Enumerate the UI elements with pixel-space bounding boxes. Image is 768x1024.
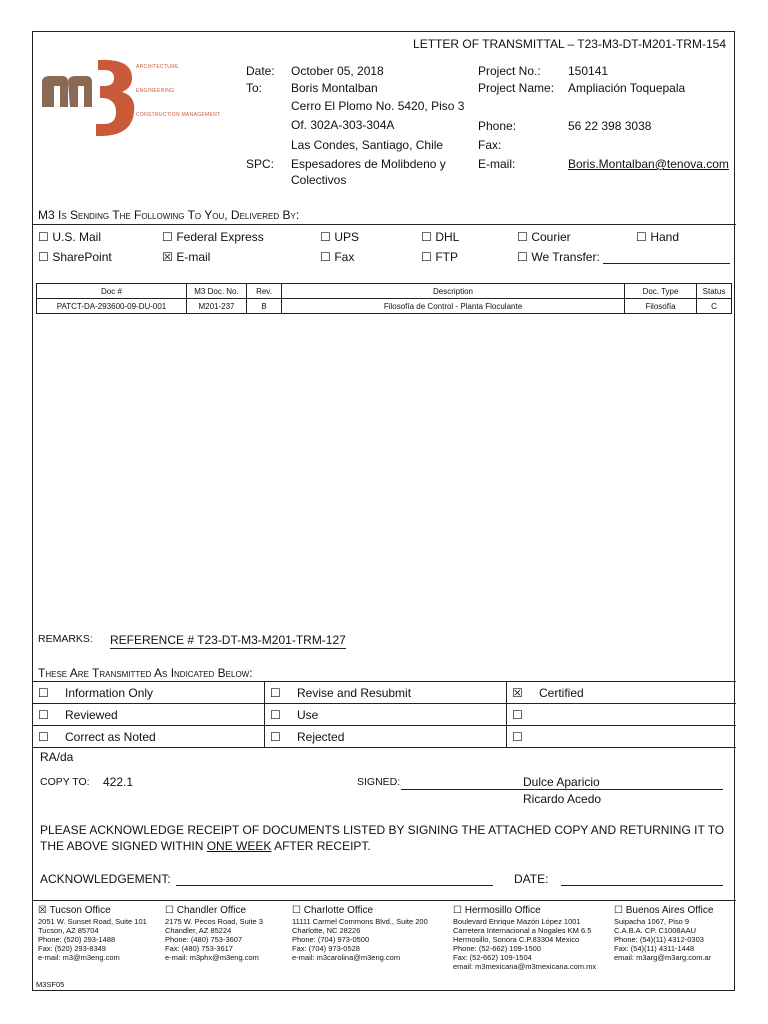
project-name-value: Ampliación Toquepala xyxy=(568,81,686,95)
office-line: Charlotte, NC 28226 xyxy=(292,926,361,935)
to-line-4: Las Condes, Santiago, Chile xyxy=(291,138,444,152)
transmitted-option-label: Certified xyxy=(539,686,584,700)
delivery-option-label: SharePoint xyxy=(49,250,112,264)
transmitted-option[interactable] xyxy=(38,685,153,701)
checkbox-icon[interactable]: ☐ xyxy=(270,730,281,744)
checkbox-icon[interactable]: ☐ xyxy=(517,230,528,244)
remarks-label: REMARKS: xyxy=(38,633,93,645)
transmitted-option-label: Reviewed xyxy=(65,708,118,722)
signed-label: SIGNED: xyxy=(357,776,401,788)
initials: RA/da xyxy=(40,750,74,764)
checkbox-icon[interactable]: ☐ xyxy=(636,230,647,244)
ack-date-line[interactable] xyxy=(561,885,723,886)
documents-table xyxy=(36,283,732,314)
office-line: Fax: (54)(11) 4311-1448 xyxy=(614,944,695,953)
transmitted-option[interactable] xyxy=(38,729,156,745)
col-doc-header: Doc # xyxy=(37,284,187,299)
col-description-header: Description xyxy=(282,284,625,299)
project-no-label: Project No.: xyxy=(478,64,541,78)
signer-2: Ricardo Acedo xyxy=(523,792,602,806)
cell-description: Filosofía de Control - Planta Floculante xyxy=(282,299,625,314)
delivery-option-label: Courier xyxy=(528,230,571,244)
delivery-option-label: FTP xyxy=(432,250,458,264)
delivery-heading: M3 Is Sending The Following To You, Delivered By: xyxy=(38,208,300,222)
office-line: Suipacha 1067, Piso 9 xyxy=(614,917,690,926)
col-type-header: Doc. Type xyxy=(625,284,697,299)
delivery-option-label: UPS xyxy=(331,230,360,244)
acknowledge-notice xyxy=(40,822,730,854)
checkbox-icon[interactable]: ☐ xyxy=(320,230,331,244)
office-line: Fax: (480) 753-3617 xyxy=(165,944,233,953)
checkbox-icon[interactable]: ☐ xyxy=(270,686,281,700)
cell-status: C xyxy=(697,299,732,314)
transmitted-option[interactable] xyxy=(270,707,318,723)
delivery-option[interactable] xyxy=(38,249,112,265)
office-line: Phone: (520) 293-1488 xyxy=(38,935,116,944)
office-line: Phone: (704) 973-0500 xyxy=(292,935,370,944)
to-line-1: Boris Montalban xyxy=(291,81,378,95)
office-line: Fax: (520) 293-8349 xyxy=(38,944,106,953)
office-line: Tucson, AZ 85704 xyxy=(38,926,99,935)
office-line: e-mail: m3phx@m3eng.com xyxy=(165,953,259,962)
transmitted-option-label: Correct as Noted xyxy=(65,730,156,744)
transmitted-option[interactable] xyxy=(512,685,584,701)
date-label: Date: xyxy=(246,64,275,78)
checkbox-icon[interactable]: ☐ xyxy=(270,708,281,722)
office-block xyxy=(453,905,596,971)
delivery-option[interactable] xyxy=(320,249,354,265)
copy-to-value: 422.1 xyxy=(103,775,134,789)
office-line: Chandler, AZ 85224 xyxy=(165,926,232,935)
m3-logo-icon xyxy=(40,52,140,142)
spc-line-1: Espesadores de Molibdeno y xyxy=(291,157,446,171)
office-line: e-mail: m3@m3eng.com xyxy=(38,953,120,962)
office-line: email: m3mexicana@m3mexicana.com.mx xyxy=(453,962,597,971)
project-no-value: 150141 xyxy=(568,64,609,78)
checkbox-icon[interactable]: ☐ xyxy=(512,708,523,722)
notice-text: PLEASE ACKNOWLEDGE RECEIPT OF DOCUMENTS LISTED BY SIGNING THE ATTACHED COPY AND RETURNING IT TO THE ABOVE SIGNED WITHIN xyxy=(40,823,725,853)
delivery-option-label: Fax xyxy=(331,250,355,264)
checked-box-icon[interactable]: ☒ xyxy=(512,686,523,700)
phone-label: Phone: xyxy=(478,119,517,133)
delivery-option[interactable] xyxy=(517,229,571,245)
to-line-3: Of. 302A-303-304A xyxy=(291,118,395,132)
checkbox-icon[interactable]: ☐ xyxy=(38,230,49,244)
office-line: Phone: (52-662) 109-1500 xyxy=(453,944,541,953)
cell-doc: PATCT-DA-293600-09-DU-001 xyxy=(37,299,187,314)
form-code: M3SF05 xyxy=(36,980,65,989)
signer-1: Dulce Aparicio xyxy=(523,775,600,789)
office-line: e-mail: m3carolina@m3eng.com xyxy=(292,953,401,962)
delivery-option[interactable] xyxy=(320,229,359,245)
checkbox-icon[interactable]: ☐ xyxy=(421,250,432,264)
office-line: Phone: (480) 753-3607 xyxy=(165,935,243,944)
office-name: ☒ Tucson Office xyxy=(38,905,111,916)
delivery-option-label: We Transfer: xyxy=(528,250,600,264)
spc-line-2: Colectivos xyxy=(291,173,347,187)
phone-value: 56 22 398 3038 xyxy=(568,119,652,133)
acknowledgement-line[interactable] xyxy=(176,885,493,886)
checkbox-icon[interactable]: ☐ xyxy=(517,250,528,264)
delivery-option-label: Hand xyxy=(647,230,680,244)
office-block xyxy=(165,905,263,962)
cell-m3doc: M201-237 xyxy=(187,299,247,314)
copy-to-label: COPY TO: xyxy=(40,776,90,788)
office-block xyxy=(614,905,713,962)
acknowledgement-label: ACKNOWLEDGEMENT: xyxy=(40,872,171,886)
transmitted-option[interactable] xyxy=(270,729,344,745)
notice-underlined: ONE WEEK xyxy=(206,839,272,853)
to-label: To: xyxy=(246,81,263,95)
company-logo xyxy=(40,52,240,142)
transmitted-option-label: Use xyxy=(297,708,319,722)
office-line: 2175 W. Pecos Road, Suite 3 xyxy=(165,917,263,926)
checked-box-icon[interactable]: ☒ xyxy=(162,250,173,264)
transmitted-option[interactable] xyxy=(38,707,118,723)
delivery-option[interactable] xyxy=(162,249,210,265)
delivery-option[interactable] xyxy=(636,229,679,245)
delivery-option[interactable] xyxy=(421,229,459,245)
col-m3doc-header: M3 Doc. No. xyxy=(187,284,247,299)
delivery-option-label: DHL xyxy=(432,230,460,244)
checkbox-icon[interactable]: ☐ xyxy=(38,730,49,744)
checkbox-icon[interactable]: ☐ xyxy=(421,230,432,244)
logo-line-1: ARCHITECTURE xyxy=(136,64,179,70)
transmitted-option-label: Information Only xyxy=(65,686,154,700)
checkbox-icon[interactable]: ☐ xyxy=(512,730,523,744)
date-value: October 05, 2018 xyxy=(291,64,384,78)
cell-type: Filosofía xyxy=(625,299,697,314)
office-line: Fax: (52-662) 109-1504 xyxy=(453,953,532,962)
delivery-option[interactable] xyxy=(162,229,264,245)
checkbox-icon[interactable]: ☐ xyxy=(38,708,49,722)
cell-rev: B xyxy=(247,299,282,314)
email-link[interactable]: Boris.Montalban@tenova.com xyxy=(568,157,729,171)
office-name: ☐ Chandler Office xyxy=(165,905,247,916)
office-line: 11111 Carmel Commons Blvd., Suite 200 xyxy=(292,917,428,926)
fax-label: Fax: xyxy=(478,138,502,152)
office-line: Fax: (704) 973-0528 xyxy=(292,944,360,953)
remarks-value: REFERENCE # T23-DT-M3-M201-TRM-127 xyxy=(110,633,346,647)
office-name: ☐ Hermosillo Office xyxy=(453,905,541,916)
we-transfer-line xyxy=(603,263,730,264)
to-line-2: Cerro El Plomo No. 5420, Piso 3 xyxy=(291,99,465,113)
project-name-label: Project Name: xyxy=(478,81,555,95)
transmitted-heading: These Are Transmitted As Indicated Below: xyxy=(38,666,253,680)
col-status-header: Status xyxy=(697,284,732,299)
spc-label: SPC: xyxy=(246,157,275,171)
logo-line-2: ENGINEERING xyxy=(136,88,175,94)
checkbox-icon[interactable]: ☐ xyxy=(38,686,49,700)
notice-end: AFTER RECEIPT. xyxy=(274,839,371,853)
checkbox-icon[interactable]: ☐ xyxy=(38,250,49,264)
delivery-option[interactable] xyxy=(421,249,458,265)
office-block xyxy=(292,905,428,962)
transmittal-title: LETTER OF TRANSMITTAL – T23-M3-DT-M201-TRM-154 xyxy=(413,37,726,51)
delivery-option-label: U.S. Mail xyxy=(49,230,102,244)
delivery-option[interactable] xyxy=(38,229,101,245)
office-line: Boulevard Enrique Mazón López 1001 xyxy=(453,917,581,926)
checkbox-icon[interactable]: ☐ xyxy=(162,230,173,244)
office-name: ☐ Buenos Aires Office xyxy=(614,905,714,916)
transmitted-option-label: Revise and Resubmit xyxy=(297,686,412,700)
email-label: E-mail: xyxy=(478,157,516,171)
col-rev-header: Rev. xyxy=(247,284,282,299)
office-block xyxy=(38,905,147,962)
transmitted-option[interactable] xyxy=(512,729,539,745)
office-line: Hermosillo, Sonora C.P.83304 Mexico xyxy=(453,935,580,944)
logo-line-3: CONSTRUCTION MANAGEMENT xyxy=(136,112,221,118)
ack-date-label: DATE: xyxy=(514,872,549,886)
transmitted-option-label: Rejected xyxy=(297,730,345,744)
office-line: Phone: (54)(11) 4312-0303 xyxy=(614,935,704,944)
delivery-option[interactable] xyxy=(517,249,600,265)
transmitted-option[interactable] xyxy=(270,685,411,701)
office-line: 2051 W. Sunset Road, Suite 101 xyxy=(38,917,147,926)
office-name: ☐ Charlotte Office xyxy=(292,905,374,916)
office-line: email: m3arg@m3arg.com.ar xyxy=(614,953,712,962)
office-line: Carretera Internacional a Nogales KM 6.5 xyxy=(453,926,592,935)
checkbox-icon[interactable]: ☐ xyxy=(320,250,331,264)
transmitted-option[interactable] xyxy=(512,707,539,723)
table-row xyxy=(37,299,732,314)
delivery-option-label: Federal Express xyxy=(173,230,264,244)
office-line: C.A.B.A. CP. C1008AAU xyxy=(614,926,696,935)
delivery-option-label: E-mail xyxy=(173,250,211,264)
